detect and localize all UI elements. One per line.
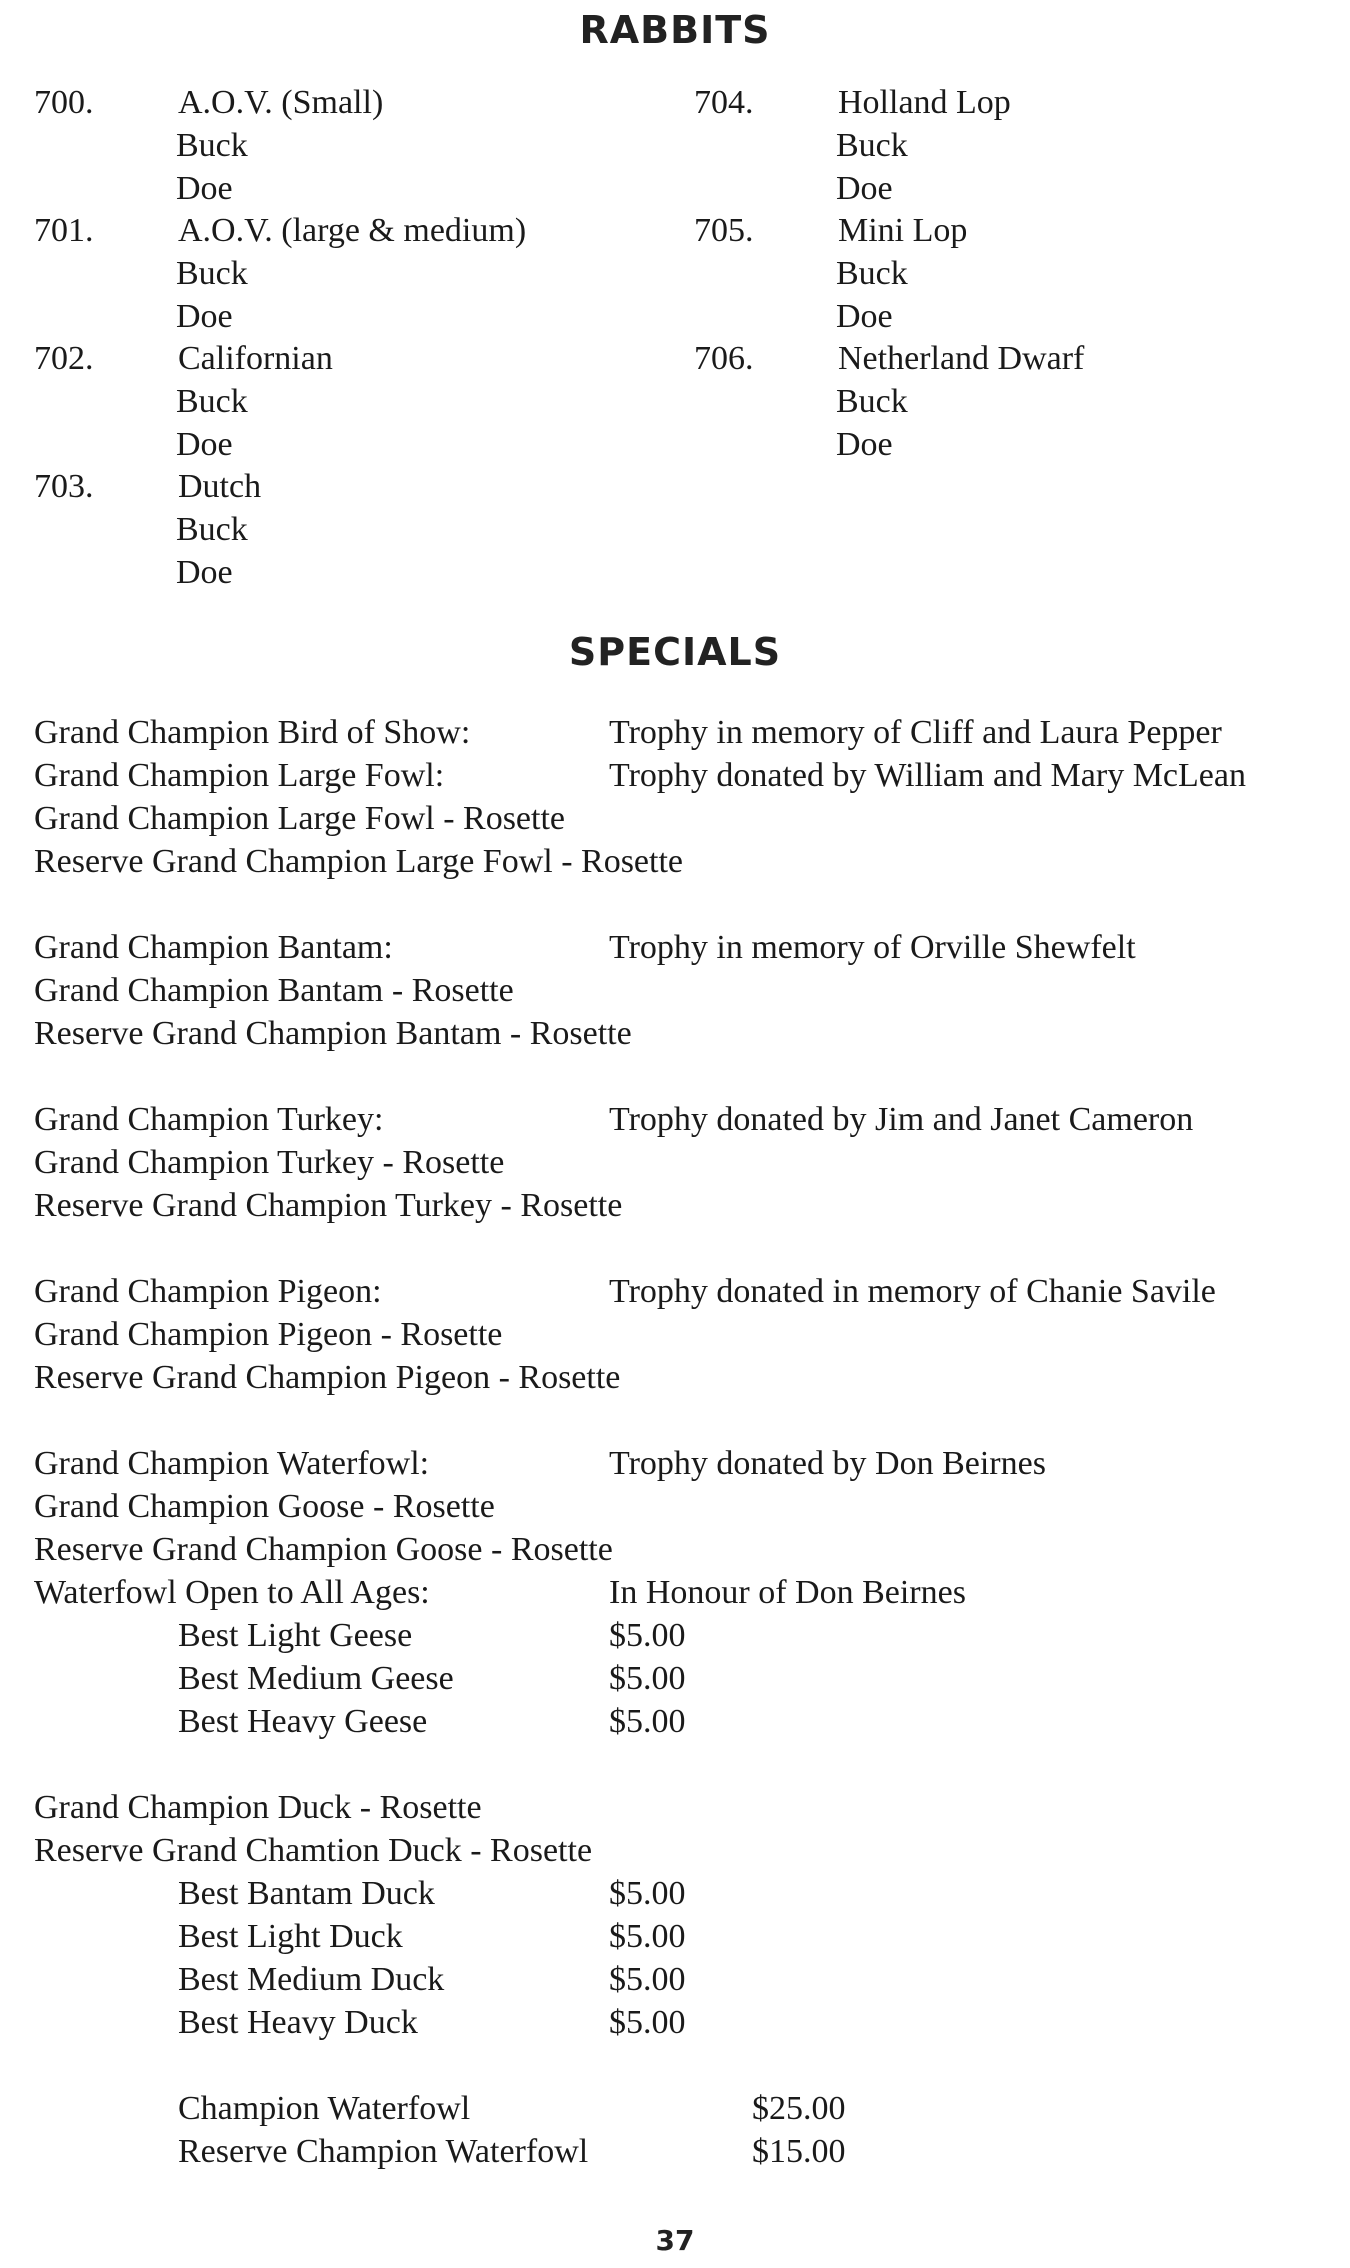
prize-amount: $5.00 bbox=[609, 1617, 686, 1654]
special-label: Reserve Grand Champion Bantam - Rosette bbox=[34, 1015, 632, 1052]
special-label: Reserve Grand Chamtion Duck - Rosette bbox=[34, 1832, 593, 1869]
special-value: Trophy donated by William and Mary McLean bbox=[609, 757, 1246, 794]
special-value: Trophy donated by Don Beirnes bbox=[609, 1445, 1046, 1482]
prize-amount: $5.00 bbox=[609, 1918, 686, 1955]
class-sub-doe: Doe bbox=[176, 170, 233, 207]
special-label: Grand Champion Turkey: bbox=[34, 1101, 384, 1138]
special-label: Reserve Grand Champion Goose - Rosette bbox=[34, 1531, 613, 1568]
special-label: Reserve Grand Champion Pigeon - Rosette bbox=[34, 1359, 621, 1396]
page-number: 37 bbox=[655, 2224, 695, 2257]
class-number: 700. bbox=[34, 84, 94, 121]
class-name: A.O.V. (Small) bbox=[178, 84, 384, 121]
special-label: Grand Champion Goose - Rosette bbox=[34, 1488, 495, 1525]
class-sub-buck: Buck bbox=[176, 127, 248, 164]
class-number: 706. bbox=[694, 340, 754, 377]
special-label: Grand Champion Turkey - Rosette bbox=[34, 1144, 505, 1181]
special-label: Waterfowl Open to All Ages: bbox=[34, 1574, 430, 1611]
special-label: Best Light Geese bbox=[178, 1617, 413, 1654]
class-sub-doe: Doe bbox=[836, 170, 893, 207]
prize-amount: $5.00 bbox=[609, 1961, 686, 1998]
special-label: Reserve Grand Champion Large Fowl - Rosette bbox=[34, 843, 684, 880]
class-number: 702. bbox=[34, 340, 94, 377]
special-value: Trophy in memory of Orville Shewfelt bbox=[609, 929, 1136, 966]
specials-heading: SPECIALS bbox=[568, 630, 782, 674]
special-value: Trophy donated in memory of Chanie Savile bbox=[609, 1273, 1216, 1310]
class-sub-doe: Doe bbox=[176, 554, 233, 591]
special-label: Best Bantam Duck bbox=[178, 1875, 435, 1912]
class-sub-doe: Doe bbox=[836, 426, 893, 463]
prize-amount: $5.00 bbox=[609, 1875, 686, 1912]
class-sub-doe: Doe bbox=[176, 298, 233, 335]
class-sub-buck: Buck bbox=[836, 383, 908, 420]
prize-amount: $5.00 bbox=[609, 1660, 686, 1697]
special-label: Best Heavy Duck bbox=[178, 2004, 418, 2041]
class-sub-buck: Buck bbox=[836, 255, 908, 292]
special-label: Grand Champion Large Fowl - Rosette bbox=[34, 800, 566, 837]
special-label: Best Medium Geese bbox=[178, 1660, 454, 1697]
class-number: 705. bbox=[694, 212, 754, 249]
special-value: Trophy in memory of Cliff and Laura Pepper bbox=[609, 714, 1222, 751]
class-sub-doe: Doe bbox=[836, 298, 893, 335]
special-label: Best Light Duck bbox=[178, 1918, 403, 1955]
special-value: Trophy donated by Jim and Janet Cameron bbox=[609, 1101, 1194, 1138]
special-label: Grand Champion Large Fowl: bbox=[34, 757, 445, 794]
class-name: A.O.V. (large & medium) bbox=[178, 212, 527, 249]
class-sub-buck: Buck bbox=[176, 511, 248, 548]
rabbits-heading: RABBITS bbox=[579, 8, 771, 52]
class-number: 701. bbox=[34, 212, 94, 249]
class-sub-buck: Buck bbox=[836, 127, 908, 164]
class-name: Dutch bbox=[178, 468, 262, 505]
class-number: 704. bbox=[694, 84, 754, 121]
special-label: Champion Waterfowl bbox=[178, 2090, 471, 2127]
special-value: In Honour of Don Beirnes bbox=[609, 1574, 966, 1611]
prize-amount: $25.00 bbox=[752, 2090, 846, 2127]
class-sub-buck: Buck bbox=[176, 255, 248, 292]
prize-amount: $5.00 bbox=[609, 2004, 686, 2041]
prize-amount: $5.00 bbox=[609, 1703, 686, 1740]
class-sub-doe: Doe bbox=[176, 426, 233, 463]
special-label: Best Heavy Geese bbox=[178, 1703, 428, 1740]
special-label: Grand Champion Bantam - Rosette bbox=[34, 972, 514, 1009]
special-label: Grand Champion Bantam: bbox=[34, 929, 393, 966]
class-name: Mini Lop bbox=[838, 212, 968, 249]
special-label: Grand Champion Pigeon: bbox=[34, 1273, 382, 1310]
class-sub-buck: Buck bbox=[176, 383, 248, 420]
prize-amount: $15.00 bbox=[752, 2133, 846, 2170]
special-label: Grand Champion Pigeon - Rosette bbox=[34, 1316, 503, 1353]
class-name: Holland Lop bbox=[838, 84, 1011, 121]
class-name: Netherland Dwarf bbox=[838, 340, 1085, 377]
special-label: Best Medium Duck bbox=[178, 1961, 445, 1998]
class-number: 703. bbox=[34, 468, 94, 505]
special-label: Reserve Grand Champion Turkey - Rosette bbox=[34, 1187, 623, 1224]
special-label: Reserve Champion Waterfowl bbox=[178, 2133, 589, 2170]
special-label: Grand Champion Bird of Show: bbox=[34, 714, 471, 751]
special-label: Grand Champion Waterfowl: bbox=[34, 1445, 430, 1482]
special-label: Grand Champion Duck - Rosette bbox=[34, 1789, 482, 1826]
class-name: Californian bbox=[178, 340, 333, 377]
